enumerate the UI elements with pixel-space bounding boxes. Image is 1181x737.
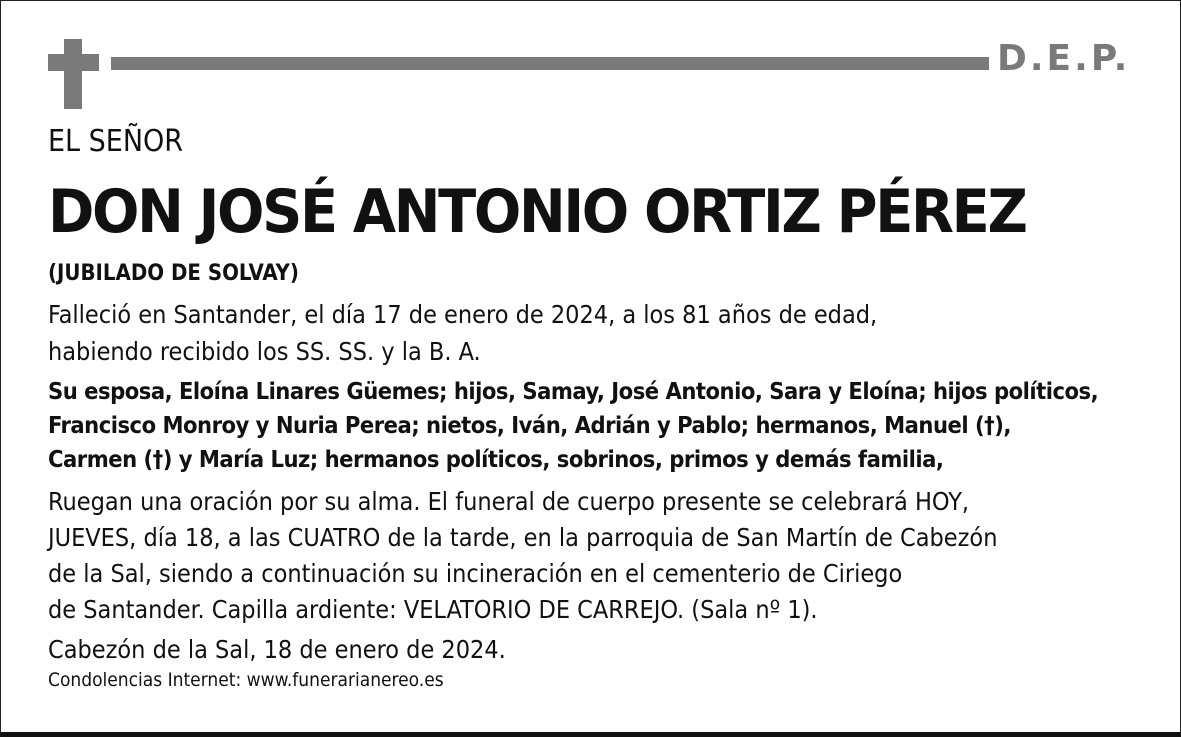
condolences-web: Condolencias Internet: www.funerarianereo.es xyxy=(48,669,444,691)
death-line: habiendo recibido los SS. SS. y la B. A. xyxy=(48,337,481,366)
funeral-line: Ruegan una oración por su alma. El funeral de cuerpo presente se celebrará HOY, xyxy=(48,487,970,516)
cross-icon xyxy=(64,39,82,109)
family-line: Francisco Monroy y Nuria Perea; nietos, Iván, Adrián y Pablo; hermanos, Manuel (†), xyxy=(48,411,1011,439)
funeral-line: JUEVES, día 18, a las CUATRO de la tarde, en la parroquia de San Martín de Cabezón xyxy=(48,523,998,552)
family-line: Su esposa, Eloína Linares Güemes; hijos, Samay, José Antonio, Sara y Eloína; hijos políticos, xyxy=(48,377,1099,405)
dep-label: D.E.P. xyxy=(997,38,1131,79)
header-rule xyxy=(111,57,989,70)
death-line: Falleció en Santander, el día 17 de enero de 2024, a los 81 años de edad, xyxy=(48,300,878,329)
deceased-role: (JUBILADO DE SOLVAY) xyxy=(48,261,299,286)
honorific: EL SEÑOR xyxy=(48,124,184,159)
funeral-line: de la Sal, siendo a continuación su incineración en el cementerio de Ciriego xyxy=(48,559,903,588)
funeral-line: de Santander. Capilla ardiente: VELATORIO DE CARREJO. (Sala nº 1). xyxy=(48,595,818,624)
place-date: Cabezón de la Sal, 18 de enero de 2024. xyxy=(48,635,506,664)
cross-icon-bar xyxy=(48,54,99,71)
deceased-name: DON JOSÉ ANTONIO ORTIZ PÉREZ xyxy=(48,177,1026,247)
family-line: Carmen (†) y María Luz; hermanos políticos, sobrinos, primos y demás familia, xyxy=(48,445,944,473)
